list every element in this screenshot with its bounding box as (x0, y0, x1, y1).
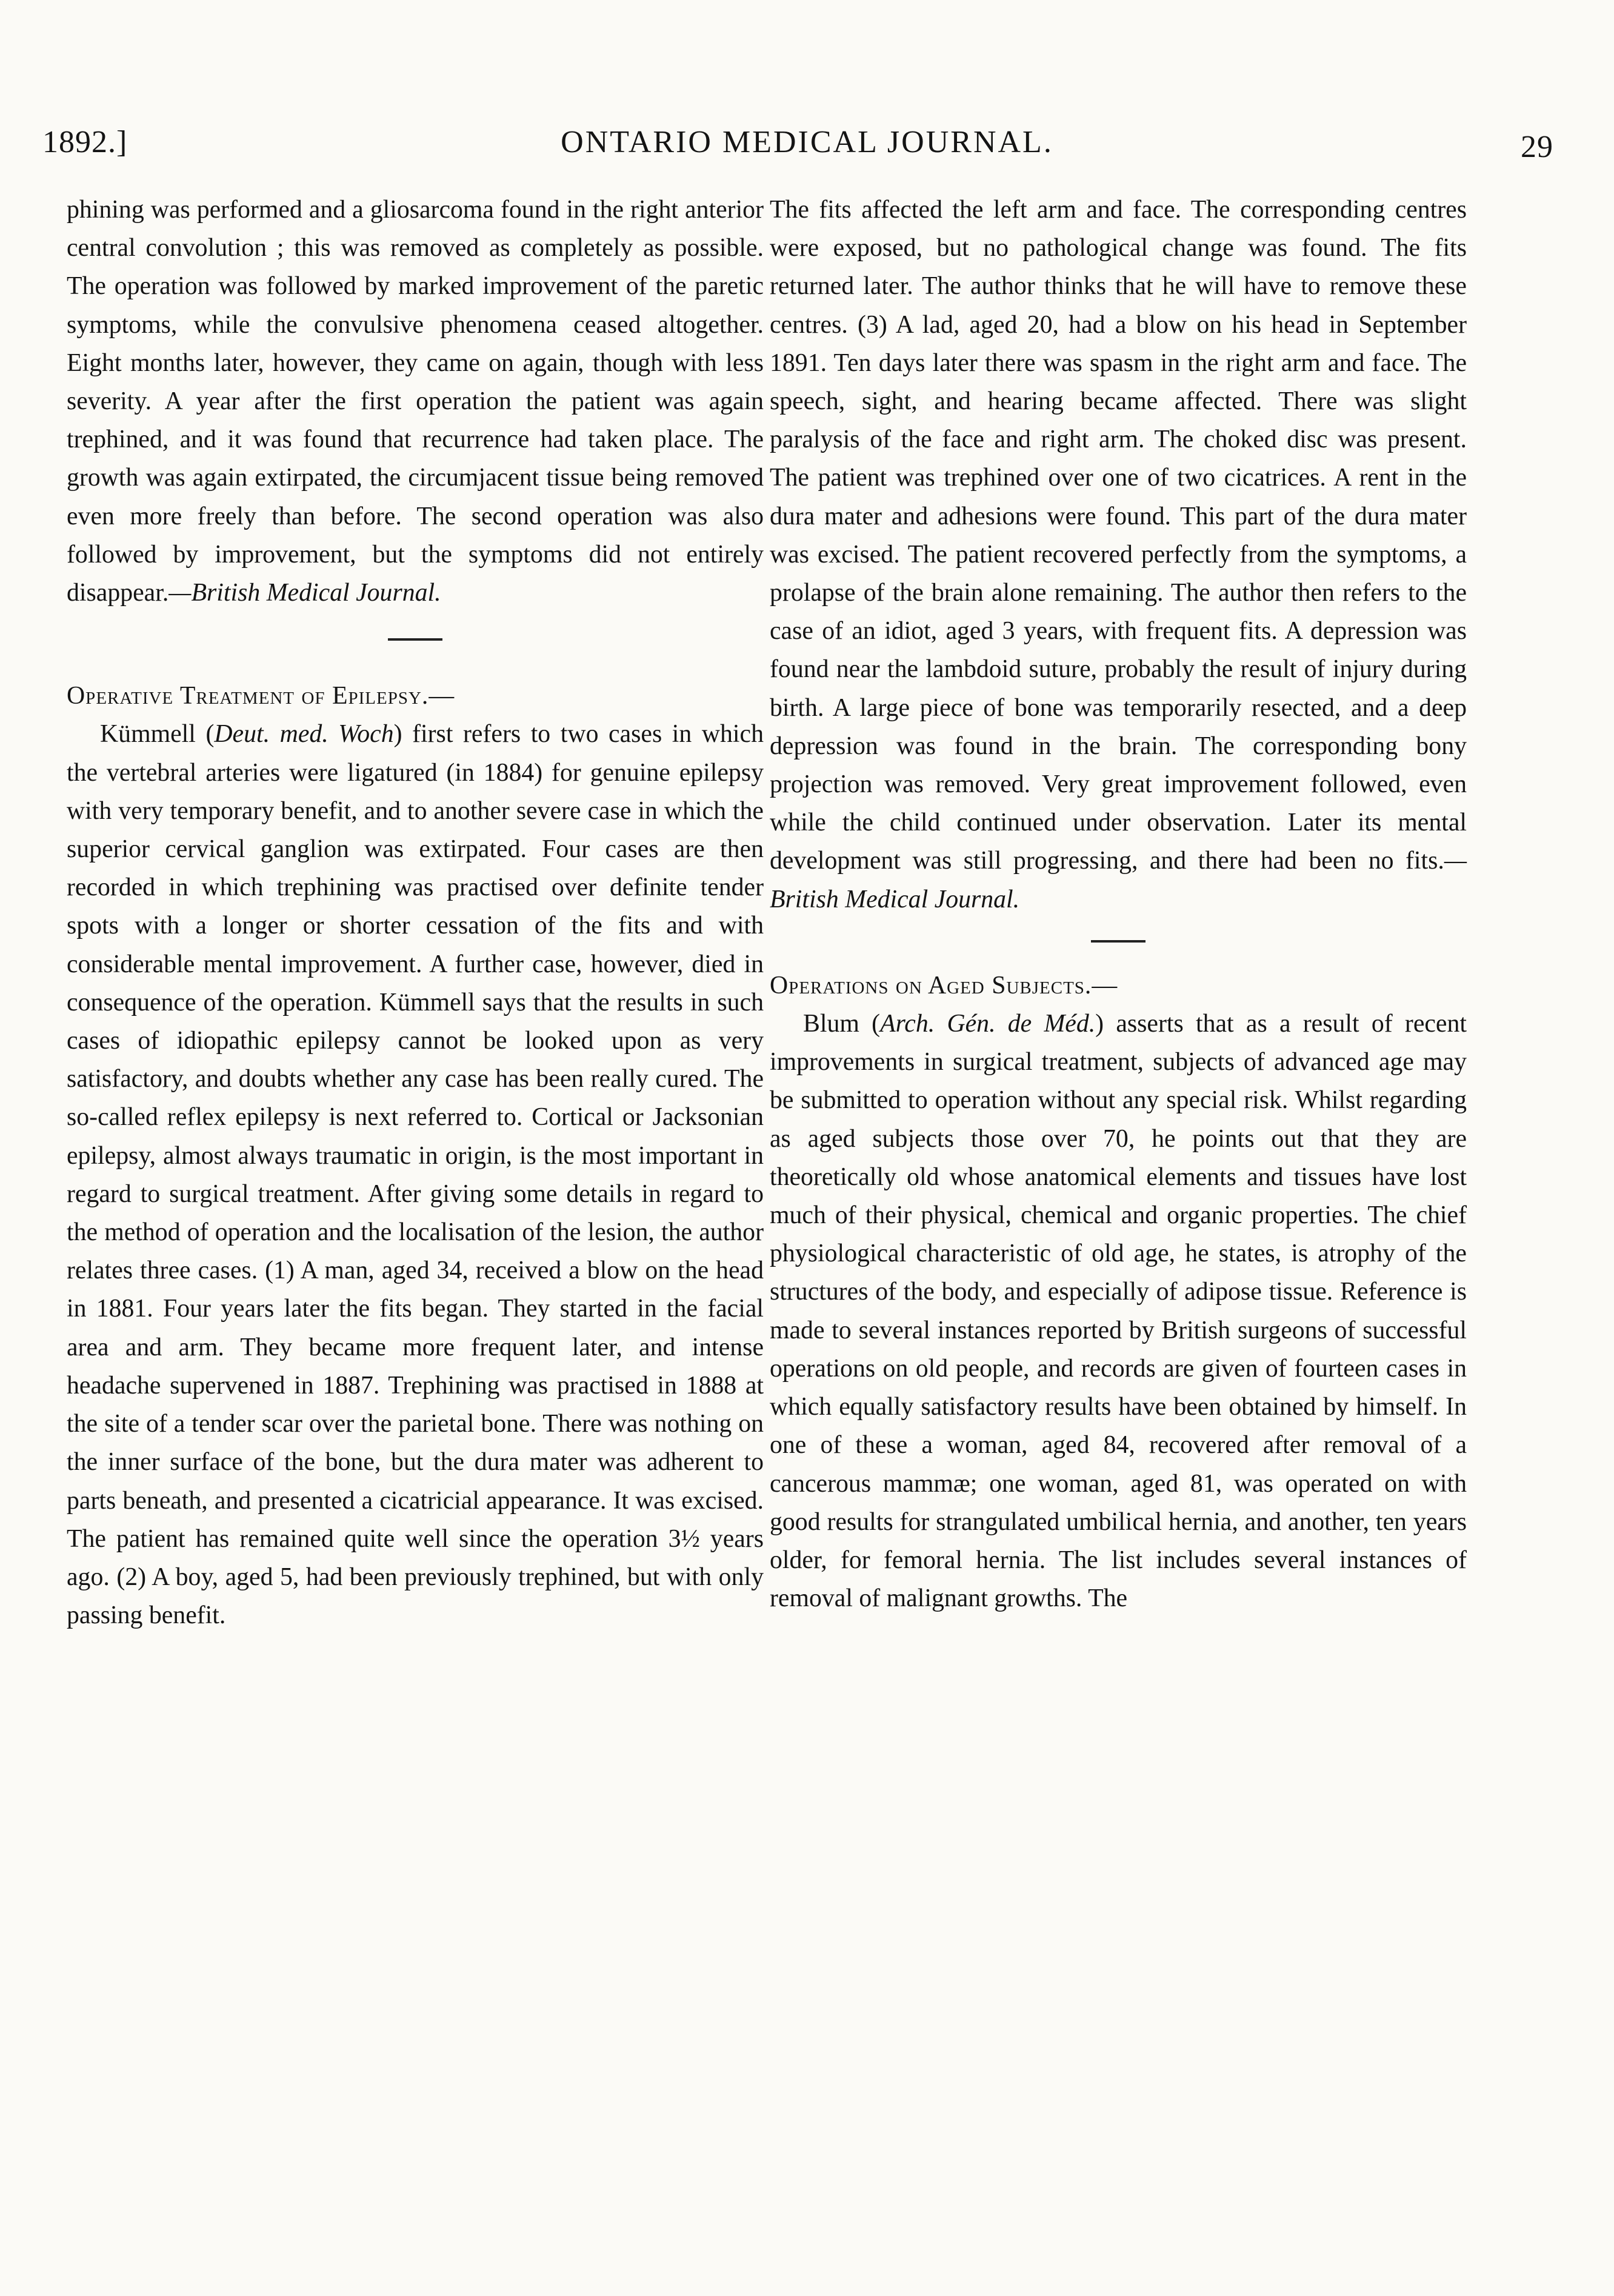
journal-citation: Deut. med. Woch (214, 720, 394, 749)
header-year: 1892.] (42, 125, 128, 159)
section-divider (388, 638, 442, 641)
paragraph-text: The fits affected the left arm and face. The corresponding centres were exposed, but no pathological change was found. The fits returned later. The author thinks that he will have to remove these centres. (3) A lad, aged 20, had a blow on his head in September 1891. Ten days later there was spasm in the right arm and face. The speech, sight, and hearing became affected. There was slight paralysis of the face and right arm. The choked disc was present. The patient was trephined over one of two cicatrices. A rent in the dura mater and adhesions were found. This part of the dura mater was excised. The patient recovered perfectly from the symptoms, a prolapse of the brain alone remaining. The author then refers to the case of an idiot, aged 3 years, with frequent fits. A depression was found near the lambdoid suture, probably the result of injury during birth. A large piece of bone was temporarily resected, and a deep depression was found in the brain. The corresponding bony projection was removed. Very great improvement followed, even while the child continued under observation. Later its mental development was still progressing, and there had been no fits. (770, 196, 1467, 875)
journal-title: ONTARIO MEDICAL JOURNAL. (561, 125, 1053, 159)
paragraph-text: phining was performed and a gliosarcoma found in the right anterior central convolution ; this was removed as completely as possible. The operation was followed by marked improvement of the paretic symptoms, while the convulsive phenomena ceased altogether. Eight months later, however, they came on again, though with less severity. A year after the first operation the patient was again trephined, and it was found that recurrence had taken place. The growth was again extirpated, the circumjacent tissue being removed even more freely than before. The second operation was also followed by improvement, but the symptoms did not entirely disappear. (67, 196, 764, 607)
article-body (770, 1005, 1467, 1618)
running-header (42, 124, 1572, 167)
source-citation: —British Medical Journal. (168, 579, 441, 607)
article-continuation (770, 191, 1467, 919)
right-column (770, 191, 1467, 1618)
article-body (67, 715, 764, 1635)
section-divider (1091, 940, 1145, 943)
section-heading: Operative Treatment of Epilepsy.— (67, 682, 455, 710)
paragraph-text: ) first refers to two cases in which the vertebral arteries were ligatured (in 1884) for genuine epilepsy with very temporary benefit, and to another severe case in which the superior cervical ganglion was extirpated. Four cases are then recorded in which trephining was practised over definite tender spots with a longer or shorter cessation of the fits and with considerable mental improvement. A further case, however, died in consequence of the operation. Kümmell says that the results in such cases of idiopathic epilepsy cannot be looked upon as very satisfactory, and doubts whether any case has been really cured. The so-called reflex epilepsy is next referred to. Cortical or Jacksonian epilepsy, almost always traumatic in origin, is the most important in regard to surgical treatment. After giving some details in regard to the method of operation and the localisation of the lesion, the author relates three cases. (1) A man, aged 34, received a blow on the head in 1881. Four years later the fits began. They started in the facial area and arm. They became more frequent later, and intense headache supervened in 1887. Trephining was practised in 1888 at the site of a tender scar over the parietal bone. There was nothing on the inner surface of the bone, but the dura mater was adherent to parts beneath, and presented a cicatricial appearance. It was excised. The patient has remained quite well since the operation 3½ years ago. (2) A boy, aged 5, had been previously trephined, but with only passing benefit. (67, 720, 764, 1630)
source-citation: —British Medical Journal. (770, 847, 1467, 913)
article-continuation (67, 191, 764, 612)
section-heading: Operations on Aged Subjects.— (770, 971, 1118, 999)
left-column (67, 191, 764, 1635)
page-number: 29 (1521, 130, 1553, 164)
author-name: Kümmell ( (100, 720, 215, 749)
journal-citation: Arch. Gén. de Méd. (880, 1010, 1096, 1038)
author-name: Blum ( (803, 1010, 881, 1038)
paragraph-text: ) asserts that as a result of recent improvements in surgical treatment, subjects of advanced age may be submitted to operation without any special risk. Whilst regarding as aged subjects those over 70, he points out that they are theoretically old whose anatomical elements and tissues have lost much of their physical, chemical and organic properties. The chief physiological characteristic of old age, he states, is atrophy of the structures of the body, and especially of adipose tissue. Reference is made to several instances reported by British surgeons of successful operations on old people, and records are given of fourteen cases in which equally satisfactory results have been obtained by himself. In one of these a woman, aged 84, recovered after removal of a cancerous mammæ; one woman, aged 81, was operated on with good results for strangulated umbilical hernia, and another, ten years older, for femoral hernia. The list includes several instances of removal of malignant growths. The (770, 1010, 1467, 1613)
